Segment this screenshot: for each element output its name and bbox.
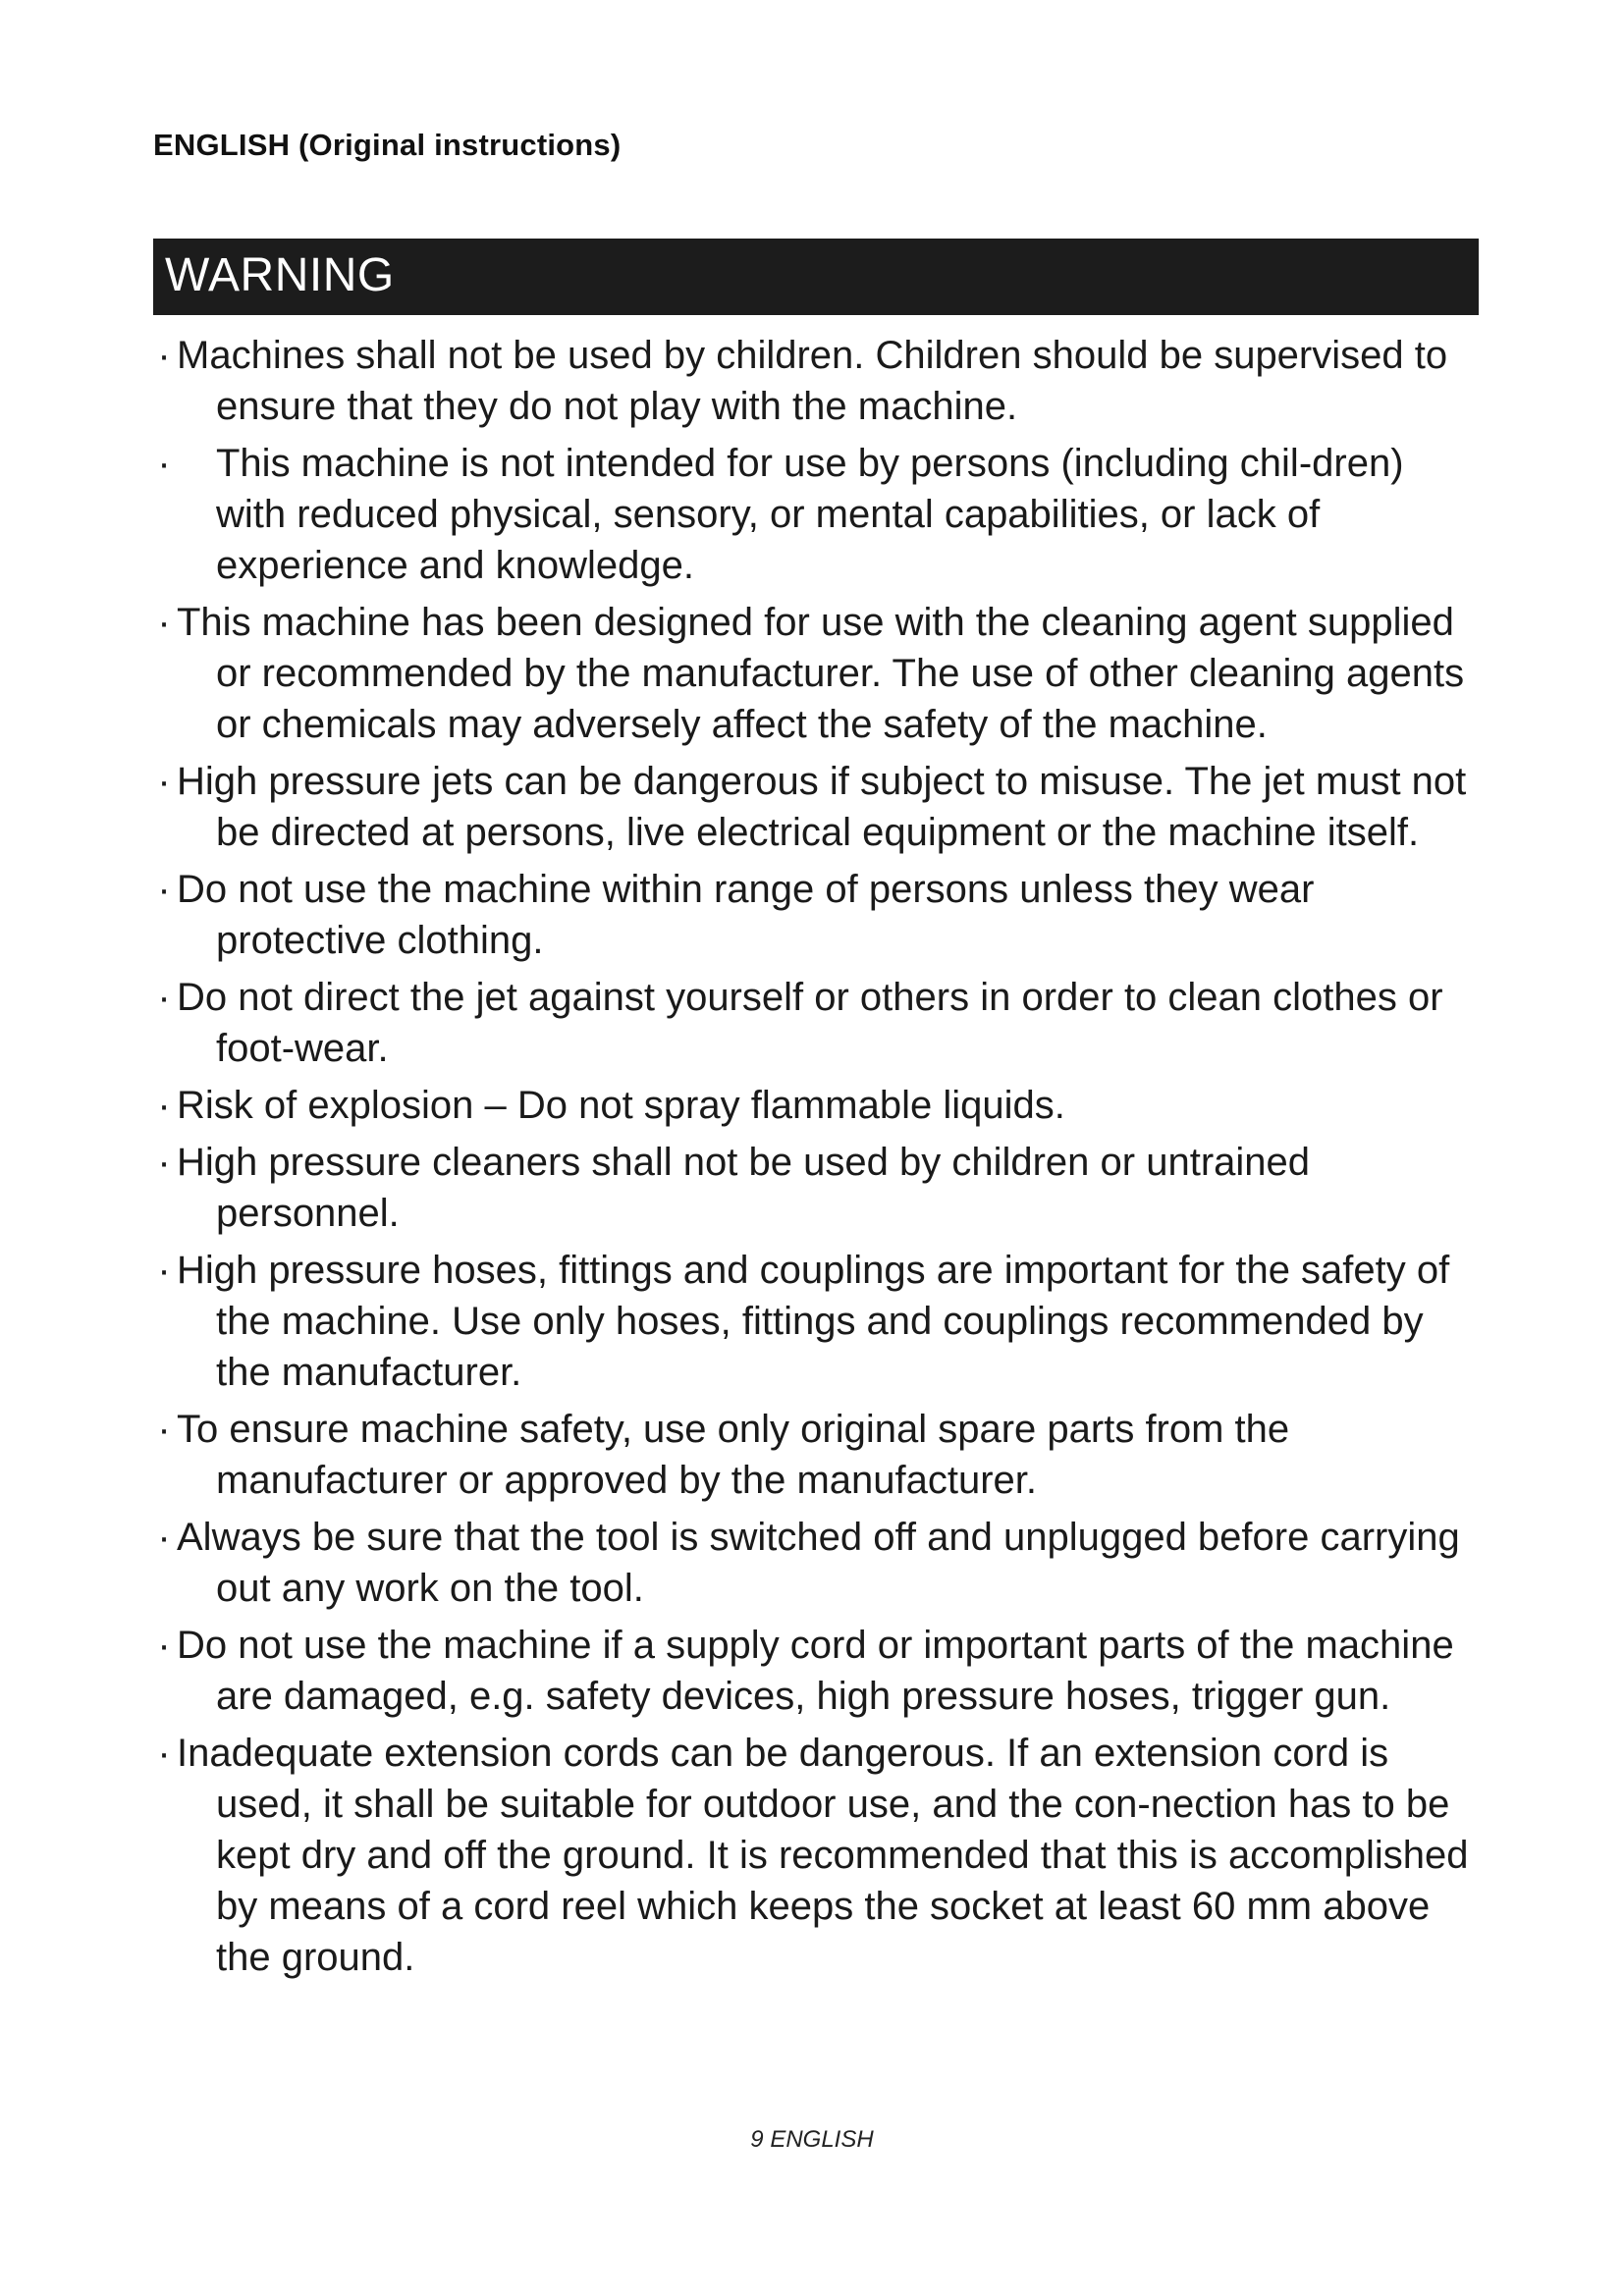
bullet-icon: · bbox=[157, 601, 171, 644]
warning-item bbox=[153, 1080, 1479, 1131]
bullet-icon: · bbox=[157, 442, 171, 485]
warning-item bbox=[153, 1137, 1479, 1239]
warning-title: WARNING bbox=[165, 249, 395, 301]
bullet-icon: · bbox=[157, 1516, 171, 1559]
bullet-icon: · bbox=[157, 1732, 171, 1775]
warning-item-text: Do not use the machine within range of persons unless they wear protective clothing. bbox=[177, 868, 1315, 962]
bullet-icon: · bbox=[157, 334, 171, 377]
warning-item bbox=[153, 1728, 1479, 1983]
warning-item bbox=[153, 864, 1479, 966]
warning-list bbox=[153, 330, 1479, 1989]
warning-item-text: Risk of explosion – Do not spray flammable liquids. bbox=[177, 1084, 1065, 1127]
bullet-icon: · bbox=[157, 1141, 171, 1184]
warning-item-text: Do not use the machine if a supply cord or important parts of the machine are damaged, e.g. safety devices, high pressure hoses, trigger gun. bbox=[177, 1624, 1454, 1718]
warning-item bbox=[153, 1404, 1479, 1506]
warning-item-text: To ensure machine safety, use only original spare parts from the manufacturer or approved by the manufacturer. bbox=[177, 1408, 1290, 1502]
warning-item bbox=[153, 330, 1479, 432]
page-header-language: ENGLISH (Original instructions) bbox=[153, 128, 622, 162]
warning-item bbox=[153, 438, 1479, 591]
bullet-icon: · bbox=[157, 760, 171, 803]
warning-item bbox=[153, 756, 1479, 858]
page-footer-number: 9 ENGLISH bbox=[750, 2126, 874, 2153]
warning-item-text: Always be sure that the tool is switched off and unplugged before carrying out any work on the tool. bbox=[177, 1516, 1460, 1610]
warning-item-text: Machines shall not be used by children. Children should be supervised to ensure that they do not play with the machine. bbox=[177, 334, 1448, 428]
bullet-icon: · bbox=[157, 1249, 171, 1292]
warning-item bbox=[153, 597, 1479, 750]
warning-item-text: Inadequate extension cords can be dangerous. If an extension cord is used, it shall be suitable for outdoor use, and the con-nection has to be kept dry and off the ground. It is recommended that this is accomplished by means of a cord reel which keeps the socket at least 60 mm above the ground. bbox=[177, 1732, 1469, 1979]
bullet-icon: · bbox=[157, 868, 171, 911]
warning-item bbox=[153, 1512, 1479, 1614]
warning-banner bbox=[153, 239, 1479, 315]
warning-item-text: High pressure jets can be dangerous if subject to misuse. The jet must not be directed at persons, live electrical equipment or the machine itself. bbox=[177, 760, 1467, 854]
bullet-icon: · bbox=[157, 1084, 171, 1127]
bullet-icon: · bbox=[157, 1408, 171, 1451]
warning-item-text: This machine is not intended for use by persons (including chil-dren) with reduced physical, sensory, or mental capabilities, or lack of experience and knowledge. bbox=[216, 442, 1404, 587]
warning-item-text: High pressure hoses, fittings and couplings are important for the safety of the machine. Use only hoses, fittings and couplings recommended by the manufacturer. bbox=[177, 1249, 1450, 1394]
warning-item bbox=[153, 1620, 1479, 1722]
warning-item bbox=[153, 1245, 1479, 1398]
warning-item-text: High pressure cleaners shall not be used by children or untrained personnel. bbox=[177, 1141, 1311, 1235]
bullet-icon: · bbox=[157, 976, 171, 1019]
warning-item-text: This machine has been designed for use with the cleaning agent supplied or recommended by the manufacturer. The use of other cleaning agents or chemicals may adversely affect the safety of the machine. bbox=[177, 601, 1465, 746]
warning-item-text: Do not direct the jet against yourself or others in order to clean clothes or foot-wear. bbox=[177, 976, 1443, 1070]
warning-item bbox=[153, 972, 1479, 1074]
bullet-icon: · bbox=[157, 1624, 171, 1667]
